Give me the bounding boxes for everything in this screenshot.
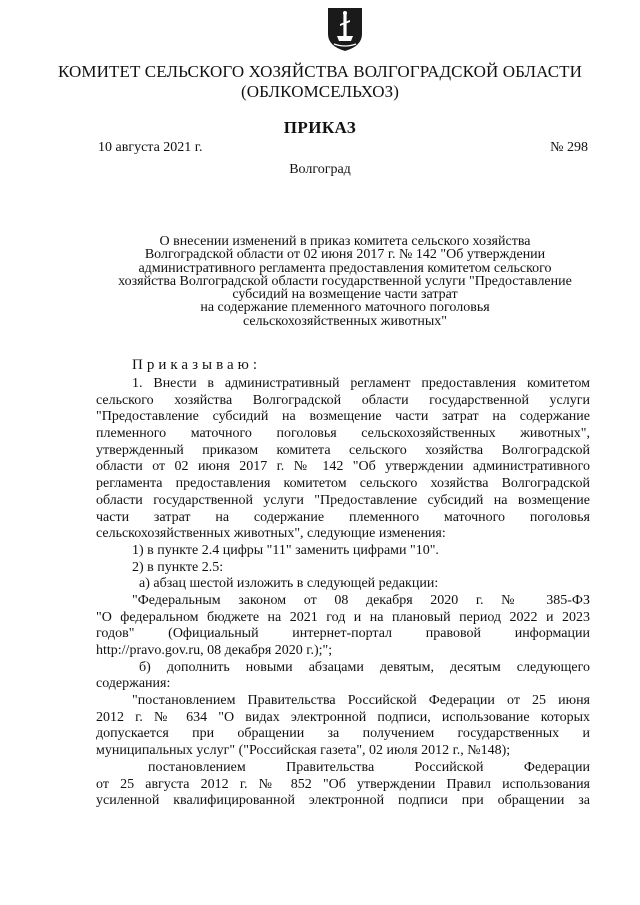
body-line: 1. Внести в административный регламент предоставления комитетом [132, 376, 590, 391]
body-line: а) абзац шестой изложить в следующей редакции: [139, 576, 439, 592]
body-line: 2) в пункте 2.5: [132, 559, 224, 575]
city-name: Волгоград [289, 162, 351, 177]
body-line: содержания: [96, 676, 171, 692]
subject-line: Волгоградской области от 02 июня 2017 г. № 142 "Об утверждении [144, 247, 546, 263]
subject-line: субсидий на возмещение части затрат [232, 287, 458, 303]
body-line: регламента предоставления комитетом сельского хозяйства Волгоградской [96, 476, 590, 492]
volgograd-coat-of-arms-icon [326, 6, 364, 52]
order-subject [80, 235, 610, 328]
body-line: постановлением Правительства Российской Федерации [148, 759, 590, 775]
body-line: усиленной квалифицированной электронной подписи при обращении за [96, 793, 590, 809]
body-line: сельского хозяйства Волгоградской области государственной услуги [96, 392, 590, 408]
body-line: годов" (Официальный интернет-портал правовой информации [96, 626, 590, 642]
order-number: № 298 [550, 140, 588, 155]
body-line: от 25 августа 2012 г. № 852 "Об утверждении Правил использования [96, 776, 590, 792]
organization-short-name: (ОБЛКОМСЕЛЬХОЗ) [240, 82, 400, 101]
body-line: 2012 г. № 634 "О видах электронной подписи, использование которых [96, 709, 590, 725]
body-line: "Федеральным законом от 08 декабря 2020 г. № 385-ФЗ [132, 592, 590, 608]
body-line: допускается при обращении за получением государственных и [96, 726, 590, 742]
body-line: утвержденный приказом комитета сельского хозяйства Волгоградской [96, 442, 590, 458]
subject-line: на содержание племенного маточного поголовья [200, 300, 490, 316]
body-line: сельскохозяйственных животных", следующие изменения: [96, 526, 446, 542]
body-line: 1) в пункте 2.4 цифры "11" заменить цифрами "10". [132, 542, 439, 558]
subject-line: административного регламента предоставления комитетом сельского [138, 260, 552, 276]
body-line: http://pravo.gov.ru, 08 декабря 2020 г.);"; [96, 643, 333, 658]
subject-line: хозяйства Волгоградской области государственной услуги "Предоставление [118, 273, 572, 289]
body-line: "постановлением Правительства Российской Федерации от 25 июня [132, 693, 590, 709]
body-line: области от 02 июня 2017 г. № 142 "Об утверждении административного [96, 459, 590, 475]
body-line: области государственной услуги "Предоставление субсидий на возмещение [96, 492, 590, 508]
order-body [96, 376, 590, 810]
subject-line: О внесении изменений в приказ комитета сельского хозяйства [159, 234, 531, 249]
subject-line: сельскохозяйственных животных" [242, 313, 448, 329]
body-line: племенного маточного поголовья сельскохозяйственных животных", [96, 426, 590, 442]
body-line: б) дополнить новыми абзацами девятым, десятым следующего [139, 659, 590, 675]
order-directive-word: Приказываю: [132, 357, 261, 373]
organization-name: КОМИТЕТ СЕЛЬСКОГО ХОЗЯЙСТВА ВОЛГОГРАДСКОЙ ОБЛАСТИ [57, 62, 582, 81]
document-type-title: ПРИКАЗ [283, 118, 357, 137]
order-date: 10 августа 2021 г. [98, 140, 203, 155]
body-line: "Предоставление субсидий на возмещение части затрат на содержание [96, 409, 590, 425]
body-line: "О федеральном бюджете на 2021 год и на плановый период 2022 и 2023 [96, 609, 590, 625]
body-line: муниципальных услуг" ("Российская газета", 02 июля 2012 г., №148); [96, 743, 511, 759]
body-line: части затрат на содержание племенного маточного поголовья [96, 509, 590, 525]
